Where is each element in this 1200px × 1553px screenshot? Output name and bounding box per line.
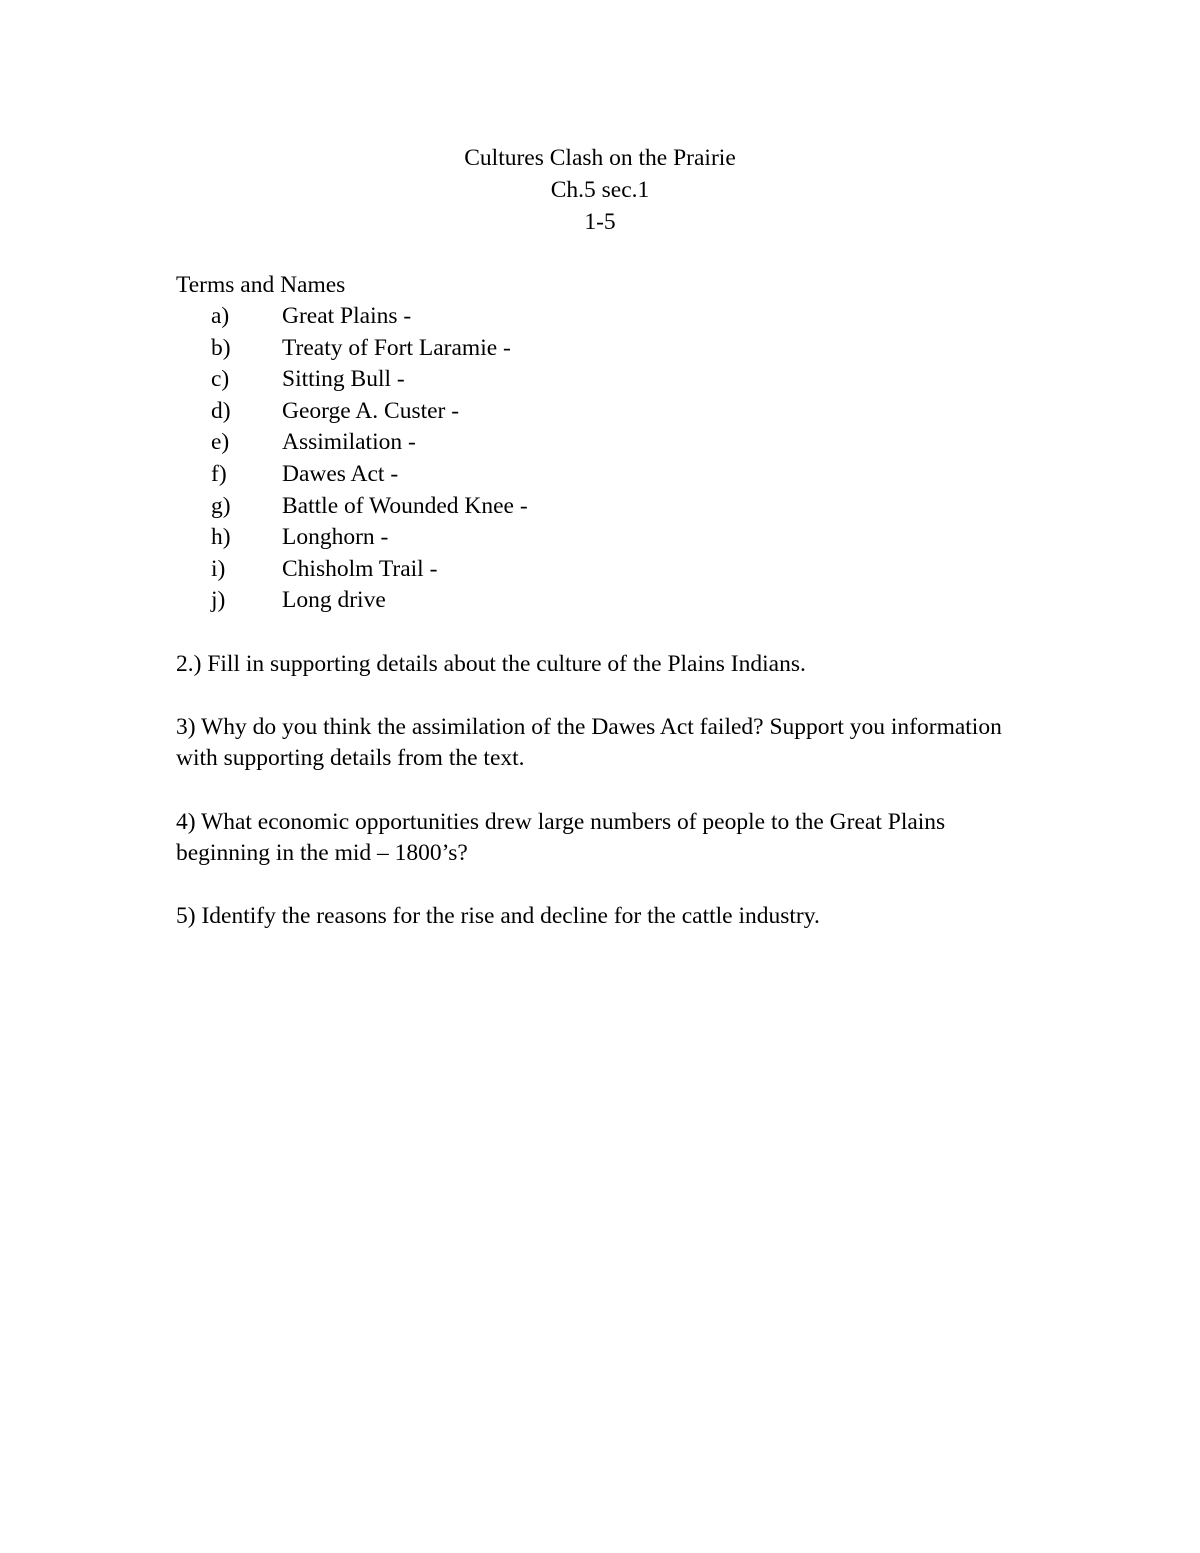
list-item	[176, 301, 1036, 333]
worksheet-header	[0, 142, 1200, 238]
term-letter: d)	[211, 397, 231, 424]
term-letter: f)	[211, 460, 227, 487]
term-text: Treaty of Fort Laramie -	[282, 334, 511, 361]
question-2: 2.) Fill in supporting details about the culture of the Plains Indians.	[176, 650, 806, 677]
term-text: Dawes Act -	[282, 460, 399, 487]
list-item	[176, 427, 1036, 459]
term-text: Sitting Bull -	[282, 366, 405, 393]
term-text: George A. Custer -	[282, 397, 460, 424]
term-text: Great Plains -	[282, 303, 412, 329]
question-4: 4) What economic opportunities drew large numbers of people to the Great Plains beginning in the mid – 1800’s?	[176, 808, 946, 867]
term-letter: h)	[211, 524, 231, 551]
list-item	[176, 364, 1036, 396]
list-item	[176, 333, 1036, 365]
worksheet-content	[176, 269, 1036, 933]
terms-heading: Terms and Names	[176, 272, 346, 298]
list-item	[176, 396, 1036, 428]
terms-list	[176, 301, 1036, 617]
chapter-section: Ch.5 sec.1	[550, 177, 650, 203]
term-text: Assimilation -	[282, 429, 416, 456]
worksheet-title: Cultures Clash on the Prairie	[464, 145, 736, 171]
term-letter: a)	[211, 303, 230, 329]
term-letter: g)	[211, 492, 231, 519]
term-text: Chisholm Trail -	[282, 555, 438, 582]
list-item	[176, 585, 1036, 617]
list-item	[176, 522, 1036, 554]
term-text: Long drive	[282, 587, 386, 614]
list-item	[176, 554, 1036, 586]
list-item	[176, 459, 1036, 491]
term-letter: e)	[211, 429, 230, 456]
term-text: Longhorn -	[282, 524, 389, 551]
term-letter: c)	[211, 366, 230, 393]
term-text: Battle of Wounded Knee -	[282, 492, 528, 519]
question-5: 5) Identify the reasons for the rise and decline for the cattle industry.	[176, 903, 820, 930]
question-3: 3) Why do you think the assimilation of the Dawes Act failed? Support you information with supporting details from the text.	[176, 713, 1002, 772]
term-letter: i)	[211, 555, 226, 582]
term-letter: j)	[211, 587, 226, 614]
term-letter: b)	[211, 334, 231, 361]
question-range: 1-5	[584, 209, 616, 235]
list-item	[176, 491, 1036, 523]
